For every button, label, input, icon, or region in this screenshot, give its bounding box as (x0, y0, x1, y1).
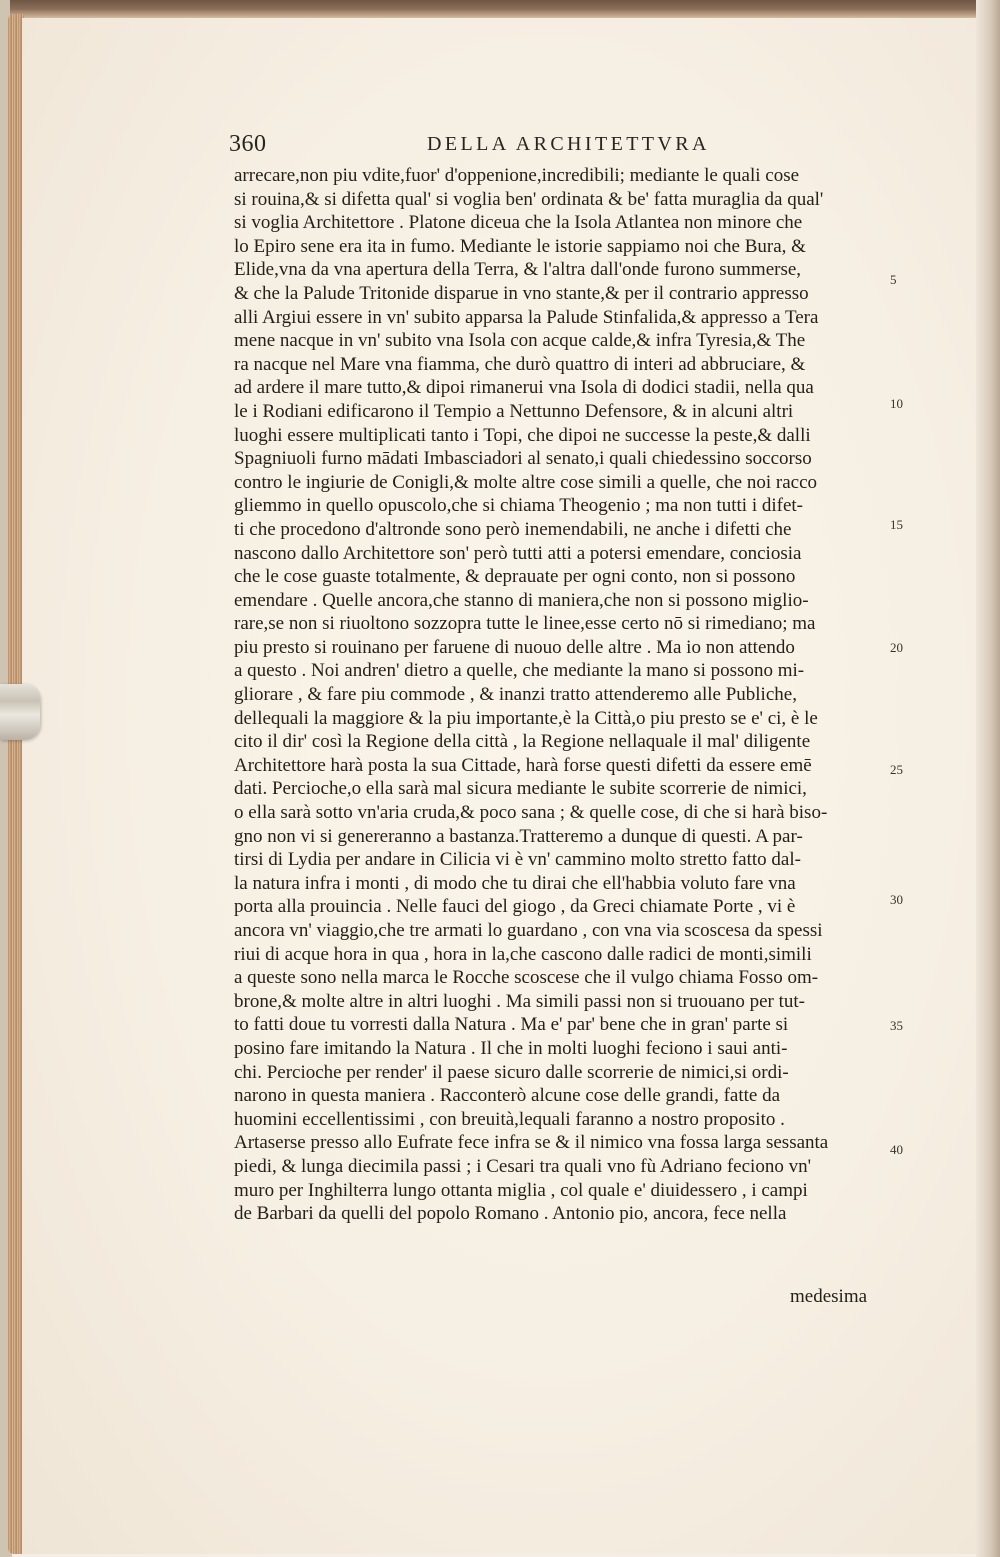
text-line: arrecare,non piu vdite,fuor' d'oppenione,incredibili; mediante le quali cose (234, 165, 800, 186)
text-line: huomini eccellentissimi , con breuità,lequali faranno a nostro proposito . (234, 1108, 785, 1130)
margin-line-number: 20 (890, 640, 903, 655)
text-line: rare,se non si riuoltono sozzopra tutte le linee,esse certo nō si rimediano; ma (234, 613, 816, 635)
text-line: Spagniuoli furno mādati Imbasciadori al senato,i quali chiedessino soccorso (234, 448, 812, 470)
text-line: Artaserse presso allo Eufrate fece infra se & il nimico vna fossa larga sessanta (234, 1132, 829, 1154)
text-line: si rouina,& si difetta qual' si voglia ben' ordinata & be' fatta muraglia da qual' (234, 188, 824, 210)
catchword: medesima (790, 1286, 868, 1307)
text-line: ad ardere il mare tutto,& dipoi rimanerui vna Isola di dodici stadii, nella qua (234, 377, 814, 399)
book-right-edge (976, 0, 1000, 1557)
text-line: posino fare imitando la Natura . Il che in molti luoghi feciono i saui anti- (234, 1037, 788, 1059)
text-line: alli Argiui essere in vn' subito apparsa la Palude Stinfalida,& appresso a Tera (234, 306, 819, 328)
text-line: piedi, & lunga diecimila passi ; i Cesari tra quali vno fù Adriano feciono vn' (234, 1155, 811, 1177)
text-line: gno non vi si genereranno a bastanza.Tratteremo a dunque di questi. A par- (234, 825, 803, 847)
text-line: contro le ingiurie de Conigli,& molte altre cose simili a quelle, che noi racco (234, 471, 818, 493)
text-line: gliemmo in quello opuscolo,che si chiama Theogenio ; ma non tutti i difet- (234, 495, 804, 517)
margin-line-number: 5 (890, 272, 897, 287)
text-line: dati. Percioche,o ella sarà mal sicura mediante le subite scorrerie de nimici, (234, 778, 807, 800)
text-line: la natura infra i monti , di modo che tu dirai che ell'habbia voluto fare vna (234, 872, 796, 894)
text-line: mene nacque in vn' subito vna Isola con acque calde,& infra Tyresia,& The (234, 330, 806, 352)
text-line: Architettore harà posta la sua Cittade, harà forse questi difetti da essere emē (234, 754, 812, 776)
text-line: ancora vn' viaggio,che tre armati lo guardano , con vna via scoscesa da spessi (234, 920, 823, 941)
text-line: muro per Inghilterra lungo ottanta miglia , col quale e' diuidessero , i campi (234, 1179, 808, 1201)
margin-line-number: 40 (890, 1142, 903, 1157)
text-line: riui di acque hora in qua , hora in la,che cascono dalle radici de monti,simili (234, 943, 812, 965)
margin-line-number: 15 (890, 517, 903, 532)
text-line: ra nacque nel Mare vna fiamma, che durò quattro di interi ad abbruciare, & (234, 353, 806, 375)
text-line: luoghi essere multiplicati tanto i Topi, che dipoi ne successe la peste,& dalli (234, 424, 811, 446)
text-line: to fatti doue tu vorresti dalla Natura . Ma e' par' bene che in gran' parte si (234, 1014, 789, 1036)
text-line: a questo . Noi andren' dietro a quelle, che mediante la mano si possono mi- (234, 660, 805, 682)
text-line: chi. Percioche per render' il paese sicuro dalle scorrerie de nimici,si ordi- (234, 1061, 789, 1083)
margin-line-number: 35 (890, 1018, 903, 1033)
running-head: DELLA ARCHITETTVRA (427, 133, 710, 155)
text-line: & che la Palude Tritonide disparue in vno stante,& per il contrario appresso (234, 282, 809, 304)
text-line: de Barbari da quelli del popolo Romano . Antonio pio, ancora, fece nella (234, 1203, 787, 1225)
body-text (234, 164, 884, 1226)
page-number: 360 (229, 131, 267, 157)
binding-strap (0, 684, 40, 740)
text-line: le i Rodiani edificarono il Tempio a Nettunno Defensore, & in alcuni altri (234, 400, 794, 422)
margin-line-number: 10 (890, 396, 903, 411)
text-line: Elide,vna da vna apertura della Terra, & l'altra dall'onde furono summerse, (234, 259, 802, 281)
text-line: gliorare , & fare piu commode , & inanzi tratto attenderemo alle Publiche, (234, 684, 797, 706)
text-line: tirsi di Lydia per andare in Cilicia vi è vn' cammino molto stretto fatto dal- (234, 849, 801, 871)
text-line: piu presto si rouinano per faruene di nuouo delle altre . Ma io non attendo (234, 636, 795, 658)
text-line: brone,& molte altre in altri luoghi . Ma simili passi non si truouano per tut- (234, 990, 805, 1012)
text-line: si voglia Architettore . Platone diceua che la Isola Atlantea non minore che (234, 212, 803, 234)
text-line: nascono dallo Architettore son' però tutti atti a potersi emendare, conciosia (234, 542, 802, 564)
text-line: che le cose guaste totalmente, & deprauate per ogni conto, non si possono (234, 566, 796, 588)
margin-line-number: 30 (890, 892, 903, 907)
text-line: cito il dir' così la Regione della città , la Regione nellaquale il mal' diligente (234, 731, 811, 753)
margin-line-number: 25 (890, 762, 903, 777)
text-line: narono in questa maniera . Racconterò alcune cose delle grandi, fatte da (234, 1085, 781, 1107)
text-line: ti che procedono d'altronde sono però inemendabili, ne anche i difetti che (234, 518, 792, 540)
text-line: lo Epiro sene era ita in fumo. Mediante le istorie sappiamo noi che Bura, & (234, 235, 806, 257)
text-line: dellequali la maggiore & la piu importante,è la Città,o piu presto se e' ci, è le (234, 707, 818, 729)
page-header (229, 131, 889, 161)
text-line: a queste sono nella marca le Rocche scoscese che il vulgo chiama Fosso om- (234, 967, 819, 989)
text-line: o ella sarà sotto vn'aria cruda,& poco sana ; & quelle cose, di che si harà biso- (234, 802, 828, 824)
text-line: porta alla prouincia . Nelle fauci del giogo , da Greci chiamate Porte , vi è (234, 896, 796, 918)
text-line: emendare . Quelle ancora,che stanno di maniera,che non si possono miglio- (234, 589, 809, 611)
